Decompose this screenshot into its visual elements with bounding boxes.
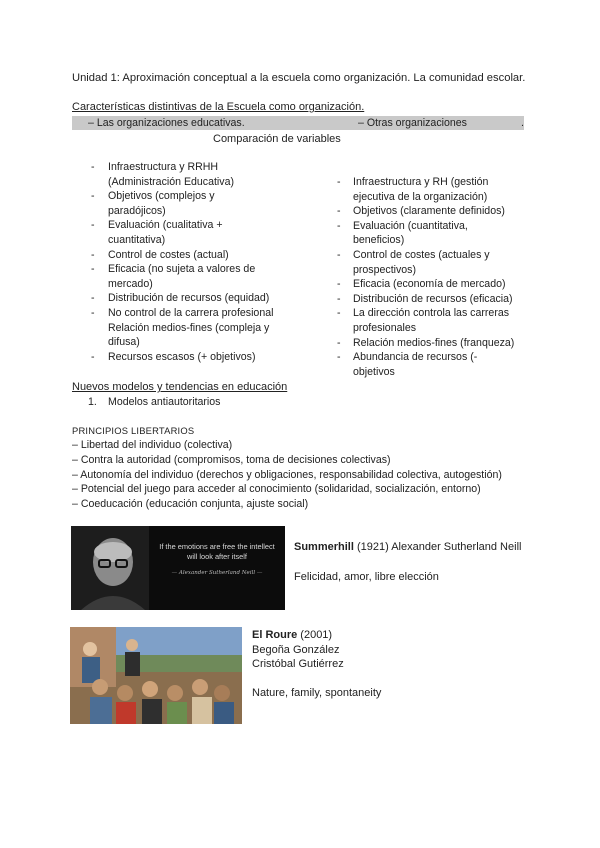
summerhill-photo: If the emotions are free the intellect will look after itself — Alexander Sutherland Neill —	[71, 526, 285, 610]
section-heading-new-models: Nuevos modelos y tendencias en educación	[72, 381, 288, 393]
right-col-item-line: profesionales	[353, 322, 417, 334]
left-col-item-line: Distribución de recursos (equidad)	[108, 292, 270, 305]
left-col-bullet: -	[91, 307, 95, 319]
left-col-item-line: Eficacia (no sujeta a valores de	[108, 263, 256, 276]
left-col-bullet: -	[91, 350, 95, 363]
el-roure-title	[252, 628, 381, 643]
right-col-item-line: Evaluación (cuantitativa,	[353, 219, 468, 232]
right-col-item-line: beneficios)	[353, 234, 405, 247]
principle-item: – Contra la autoridad (compromisos, toma de decisiones colectivas)	[72, 453, 391, 466]
summerhill-rest: (1921) Alexander Sutherland Neill	[353, 541, 522, 553]
list-item-antiautoritarios: Modelos antiautoritarios	[108, 396, 221, 408]
page-title: Unidad 1: Aproximación conceptual a la escuela como organización. La comunidad escolar.	[72, 72, 526, 84]
right-col-item-line: prospectivos)	[353, 263, 416, 276]
right-col-bullet: -	[337, 205, 341, 218]
el-roure-info	[252, 628, 381, 701]
right-col-item-line: Eficacia (economía de mercado)	[353, 278, 506, 291]
principle-item: – Potencial del juego para acceder al conocimiento (solidaridad, socialización, entorno)	[72, 483, 481, 496]
right-col-item-line: La dirección controla las carreras	[353, 307, 510, 320]
section-heading-characteristics: Características distintivas de la Escuela como organización.	[72, 101, 365, 113]
left-col-item-line: Infraestructura y RRHH	[108, 161, 219, 173]
quote-signature: Alexander Sutherland Neill	[178, 570, 256, 576]
right-col-bullet: -	[337, 307, 341, 320]
summerhill-name: Summerhill	[294, 541, 354, 553]
left-col-item-line: Objetivos (complejos y	[108, 190, 215, 203]
left-col-item-line: Relación medios-fines (compleja y	[108, 321, 270, 334]
principle-item: – Libertad del individuo (colectiva)	[72, 439, 233, 451]
left-col-item-line: Evaluación (cualitativa +	[108, 219, 223, 232]
right-col-item-line: objetivos	[353, 365, 395, 378]
summerhill-values: Felicidad, amor, libre elección	[294, 571, 439, 583]
right-col-item-line: Abundancia de recursos (-	[353, 351, 478, 364]
left-col-bullet: -	[91, 248, 95, 261]
quote-line2: will look after itself	[187, 552, 247, 561]
el-roure-photo	[70, 627, 242, 724]
principle-item: – Coeducación (educación conjunta, ajuste social)	[72, 498, 309, 511]
left-col-item-line: difusa)	[108, 336, 140, 349]
right-col-item-line: ejecutiva de la organización)	[353, 190, 488, 203]
left-col-item-line: mercado)	[108, 277, 153, 290]
principles-title: PRINCIPIOS LIBERTARIOS	[72, 425, 195, 436]
el-roure-author1: Begoña González	[252, 643, 340, 656]
left-col-item-line: paradójicos)	[108, 204, 166, 217]
col-right-header: – Otras organizaciones	[358, 117, 467, 129]
left-col-item-line: (Administración Educativa)	[108, 175, 234, 188]
right-col-bullet: -	[337, 176, 341, 188]
list-number: 1.	[88, 396, 97, 408]
left-col-bullet: -	[91, 292, 95, 305]
el-roure-name: El Roure	[252, 629, 298, 641]
bar-end-mark: .	[521, 117, 524, 129]
summerhill-title	[294, 540, 521, 554]
right-col-bullet: -	[337, 336, 341, 349]
right-col-item-line: Distribución de recursos (eficacia)	[353, 292, 513, 305]
right-col-bullet: -	[337, 292, 341, 305]
el-roure-values: Nature, family, spontaneity	[252, 687, 382, 700]
left-col-bullet: -	[91, 263, 95, 276]
left-col-item-line: No control de la carrera profesional	[108, 307, 274, 319]
right-col-item-line: Relación medios-fines (franqueza)	[353, 336, 515, 349]
el-roure-year: (2001)	[297, 629, 333, 641]
right-col-item-line: Infraestructura y RH (gestión	[353, 176, 489, 188]
outdoor-group-icon	[70, 627, 242, 724]
comparison-subtitle: Comparación de variables	[213, 133, 341, 145]
left-col-bullet: -	[91, 219, 95, 232]
principle-item: – Autonomía del individuo (derechos y obligaciones, responsabilidad colectiva, autogestión)	[72, 468, 502, 481]
left-col-bullet: -	[91, 190, 95, 203]
left-col-item-line: Control de costes (actual)	[108, 248, 229, 261]
right-col-bullet: -	[337, 351, 341, 364]
quote-line1: If the emotions are free the intellect	[159, 542, 275, 551]
right-col-item-line: Objetivos (claramente definidos)	[353, 205, 505, 218]
left-col-item-line: Recursos escasos (+ objetivos)	[108, 350, 256, 363]
left-col-bullet: -	[91, 161, 95, 173]
right-col-item-line: Control de costes (actuales y	[353, 249, 490, 261]
right-col-bullet: -	[337, 278, 341, 291]
left-col-item-line: cuantitativa)	[108, 234, 166, 246]
col-left-header: – Las organizaciones educativas.	[88, 117, 245, 129]
right-col-bullet: -	[337, 249, 341, 261]
el-roure-author2: Cristóbal Gutiérrez	[252, 658, 344, 671]
principles-list	[72, 438, 502, 512]
right-col-bullet: -	[337, 219, 341, 232]
